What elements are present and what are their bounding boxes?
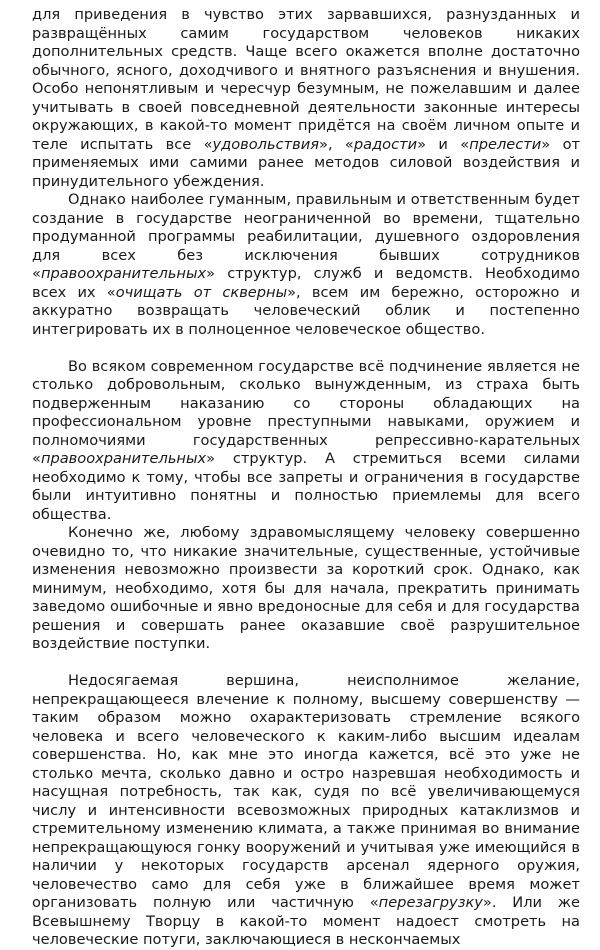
text-segment: ». Или же Всевышнему Творцу в какой-то момент надоест смотреть на человеческие потуги, заключающиеся в нескончаемых xyxy=(32,894,580,948)
paragraph-1 xyxy=(32,6,580,191)
text-segment: » структур, служб и ведомств. Необходимо всех их « xyxy=(32,265,580,301)
italic-term: удовольствия xyxy=(212,135,320,153)
italic-term: очищать от скверны xyxy=(115,283,288,301)
text-segment: для приведения в чувство этих зарвавшихся, разнузданных и развращённых самим государством человеков никаких дополнительных средств. Чаще всего окажется вполне достаточно обычного, ясного, доходчивого и внятного разъяснения и внушения. Особо непонятливым и чересчур безумным, не пожелавшим и далее учитывать в своей повседневной деятельности законные интересы окружающих, в какой-то момент придётся на своём личном опыте и теле испытать все « xyxy=(32,6,580,153)
text-segment: », всем им бережно, осторожно и аккуратно возвращать человеческий облик и постепенно интегрировать их в полноценное человеческое общество. xyxy=(32,283,580,338)
text-segment: Конечно же, любому здравомыслящему человеку совершенно очевидно то, что никакие значительные, существенные, устойчивые изменения невозможно произвести за короткий срок. Однако, как минимум, необходимо, хотя бы для начала, прекратить принимать заведомо ошибочные и явно вредоносные для себя и для государства решения и совершать ранее оказавшие своё разрушительное воздействие поступки. xyxy=(32,524,580,652)
text-segment: » от применяемых ими самими ранее методов силовой воздействия и принудительного убеждения. xyxy=(32,135,581,190)
italic-term: правоохранительных xyxy=(40,265,207,282)
paragraph-3 xyxy=(32,358,580,525)
text-segment: Однако наиболее гуманным, правильным и ответственным будет создание в государстве неограниченной во времени, тщательно продуманной программы реабилитации, душевного оздоровления для всех без исключения бывших сотрудников « xyxy=(32,191,580,282)
text-segment: Во всяком современном государстве всё подчинение является не столько добровольным, сколько вынужденным, из страха быть подверженным наказанию со стороны обладающих на профессиональном уровне преступными навыками, оружием и полномочиями государственных репрессивно-карательных « xyxy=(32,357,580,467)
text-segment: », « xyxy=(319,135,354,153)
italic-term: правоохранительных xyxy=(40,450,207,467)
italic-term: перезагрузку xyxy=(378,894,483,911)
text-segment: » структур. А стремиться всеми силами необходимо к тому, чтобы все запреты и ограничения в государстве были интуитивно понятны и полностью приемлемы для всего общества. xyxy=(32,450,580,523)
italic-term: прелести xyxy=(469,135,542,153)
paragraph-4 xyxy=(32,524,580,654)
paragraph-2 xyxy=(32,191,580,339)
paragraph-5 xyxy=(32,672,580,950)
document-page xyxy=(32,6,580,950)
italic-term: радости xyxy=(353,135,418,153)
text-segment: Недосягаемая вершина, неисполнимое желание, непрекращающееся влечение к полному, высшему совершенству — таким образом можно охарактеризовать стремление всякого человека и всего человеческого к каким-либо высшим идеалам совершенства. Но, как мне это иногда кажется, всё это уже не столько мечта, сколько давно и остро назревшая необходимость и насущная потребность, так как, судя по всё увеличивающемуся числу и интенсивности всевозможных природных катаклизмов и стремительному изменению климата, а также принимая во внимание непрекращающуюся гонку вооружений и учитывая уже имеющийся в наличии у некоторых государств арсенал ядерного оружия, человечество само для себя уже в ближайшее время может организовать полную или частичную « xyxy=(32,672,580,911)
text-segment: » и « xyxy=(417,135,470,153)
